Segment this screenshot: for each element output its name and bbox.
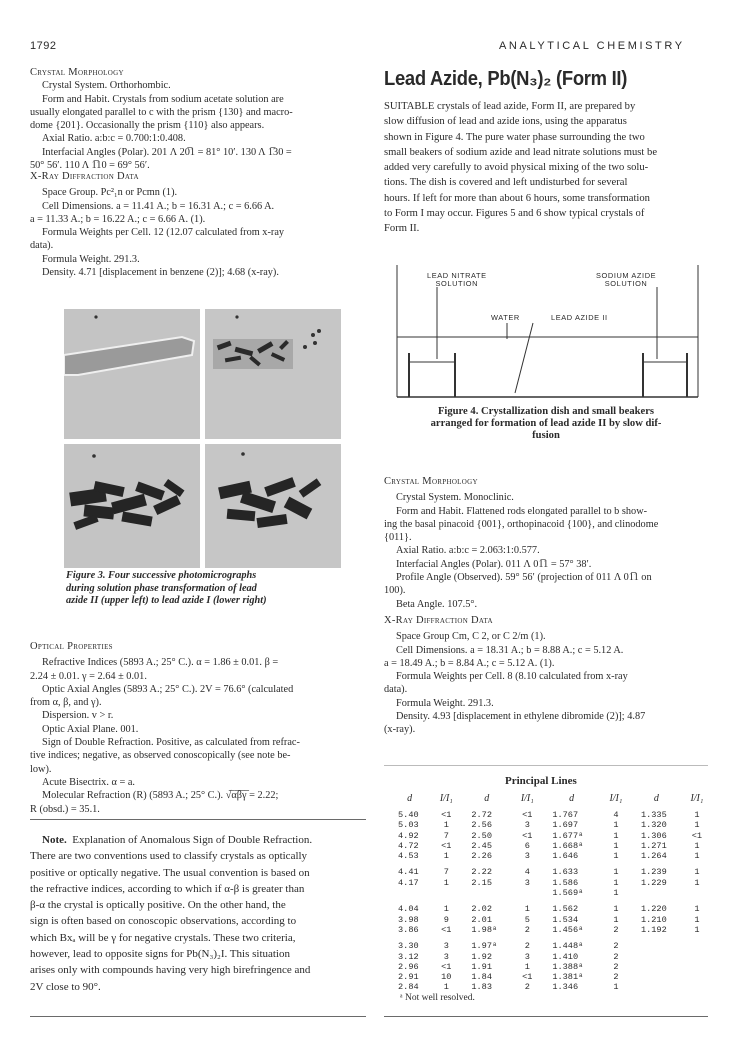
text-line: small beakers of sodium azide and lead nitrate solutions must be	[384, 146, 658, 158]
table-cell	[384, 888, 435, 898]
table-cell: 1	[613, 851, 619, 862]
text-line: Formula Weights per Cell. 8 (8.10 calculated from x-ray	[396, 671, 628, 683]
table-cell: 1	[694, 877, 700, 888]
table-cell: 2.15	[471, 877, 492, 888]
table-cell: 1	[613, 840, 619, 851]
text-line: a = 11.33 A.; b = 16.22 A.; c = 6.66 A. (1).	[30, 213, 206, 225]
figure4-caption	[384, 406, 708, 443]
text-line: dome {201}. Occasionally the prism {110} also appears.	[30, 120, 265, 132]
table-row	[384, 952, 708, 962]
text-line: Sign of Double Refraction. Positive, as calculated from refrac-	[42, 737, 300, 749]
table-cell: 1	[524, 961, 530, 972]
text-line: There are two conventions used to classify crystals as optically	[30, 850, 308, 863]
table-cell: <1	[522, 830, 533, 841]
table-cell: 2.84	[398, 982, 419, 993]
table-row	[384, 941, 708, 951]
table-cell: 2	[524, 941, 530, 952]
right-crystal-morphology	[384, 475, 710, 611]
table-cell: 2.26	[471, 851, 492, 862]
table-cell: 1	[443, 877, 449, 888]
table-cell: 5.03	[398, 820, 419, 831]
table-cell	[435, 888, 457, 898]
left-xray-data	[30, 170, 370, 279]
table-cell: 3	[524, 851, 530, 862]
table-cell: 1.448ᵃ	[552, 941, 584, 952]
table-cell	[686, 972, 708, 982]
photomicrograph-upper-right	[205, 309, 341, 439]
table-cell: 1	[694, 840, 700, 851]
table-cell: 5.40	[398, 810, 419, 820]
table-row	[384, 904, 708, 914]
table-cell: 1	[613, 877, 619, 888]
table-cell: 1	[613, 904, 619, 915]
table-cell	[627, 962, 686, 972]
note-block	[30, 832, 370, 995]
table-cell	[516, 888, 538, 898]
table-row	[384, 972, 708, 982]
text-line: Interfacial Angles (Polar). 201 Λ 20̅1 = 81° 10′. 130 Λ 1̅30 =	[42, 146, 292, 158]
table-cell: 3	[443, 951, 449, 962]
table-cell: 2	[613, 924, 619, 935]
text-line: Axial Ratio. a:b:c = 0.700:1:0.408.	[42, 133, 186, 145]
table-cell: 1.84	[471, 972, 492, 983]
table-cell: 2.45	[471, 840, 492, 851]
table-cell	[627, 888, 686, 898]
text-line: Density. 4.93 [displacement in ethylene dibromide (2)]; 4.87	[396, 711, 646, 723]
label-water: WATER	[491, 313, 520, 322]
page-number: 1792	[30, 40, 57, 52]
table-cell: 4.72	[398, 840, 419, 851]
text-line: Profile Angle (Observed). 59° 56′ (projection of 011 Λ 01̅1 on	[396, 572, 652, 584]
table-cell: 2	[613, 941, 619, 952]
table-cell: 4.53	[398, 851, 419, 862]
table-cell	[686, 952, 708, 962]
text-line: low).	[30, 763, 52, 775]
section-heading: Optical Properties	[30, 641, 113, 652]
table-cell: 2.02	[471, 904, 492, 915]
table-cell: 4.41	[398, 867, 419, 878]
table-cell: 1.97ᵃ	[471, 941, 498, 952]
text-line: β-α the crystal is optically positive. On the other hand, the	[30, 899, 286, 912]
table-cell: <1	[441, 810, 452, 820]
table-cell: 5	[524, 914, 530, 925]
text-line: however, lead to opposite signs for Pb(N₃)₂I. This situation	[30, 948, 290, 961]
table-cell: 3	[524, 820, 530, 831]
text-line: Optic Axial Angles (5893 A.; 25° C.). 2V = 76.6° (calculated	[42, 683, 294, 695]
table-cell: 3.30	[398, 941, 419, 952]
table-cell: 1	[694, 851, 700, 862]
text-line: Space Group. Pc²₁n or Pcmn (1).	[42, 187, 178, 199]
table-cell: 1	[613, 914, 619, 925]
table-cell: 4.17	[398, 877, 419, 888]
table-cell: 1	[694, 820, 700, 831]
photomicrograph-upper-left	[64, 309, 200, 439]
table-cell: 1	[694, 810, 700, 820]
text-line: Beta Angle. 107.5°.	[396, 598, 478, 610]
table-cell: 1.381ᵃ	[552, 972, 584, 983]
table-cell: 2	[613, 961, 619, 972]
table-cell: 1.264	[640, 851, 667, 862]
divider-rule	[384, 765, 708, 766]
table-cell: 1.586	[552, 877, 579, 888]
table-cell: 1	[524, 904, 530, 915]
table-row	[384, 888, 708, 898]
text-line: Crystal System. Orthorhombic.	[42, 80, 171, 92]
table-row	[384, 820, 708, 830]
column-header: d	[653, 793, 659, 804]
table-cell: 1.534	[552, 914, 579, 925]
table-cell: 1.91	[471, 961, 492, 972]
section-heading: X-Ray Diffraction Data	[384, 615, 493, 626]
table-cell	[686, 941, 708, 951]
photomicrograph-lower-right	[205, 444, 341, 568]
table-cell: 2	[613, 951, 619, 962]
text-line: Cell Dimensions. a = 11.41 A.; b = 16.31 A.; c = 6.66 A.	[42, 200, 275, 212]
table-cell: 1.335	[640, 810, 667, 820]
table-row	[384, 925, 708, 935]
table-cell: 9	[443, 914, 449, 925]
table-cell: 1.668ᵃ	[552, 840, 584, 851]
text-line: Formula Weights per Cell. 12 (12.07 calculated from x-ray	[42, 227, 285, 239]
left-optical-properties	[30, 640, 370, 816]
table-cell: 1.456ᵃ	[552, 924, 584, 935]
table-cell: 7	[443, 830, 449, 841]
table-cell: 2	[524, 924, 530, 935]
photomicrograph-lower-left	[64, 444, 200, 568]
text-line: data).	[384, 684, 408, 696]
table-cell: 2.22	[471, 867, 492, 878]
table-cell: 2.50	[471, 830, 492, 841]
table-cell: 1.677ᵃ	[552, 830, 584, 841]
text-line: from α, β, and γ).	[30, 697, 102, 709]
left-crystal-morphology	[30, 66, 370, 172]
table-cell: 1.646	[552, 851, 579, 862]
table-cell: 2.56	[471, 820, 492, 831]
table-cell: 1.229	[640, 877, 667, 888]
article-title: Lead Azide, Pb(N₃)₂ (Form II)	[384, 68, 628, 90]
table-cell: 1.239	[640, 867, 667, 878]
table-cell	[686, 962, 708, 972]
table-cell: <1	[441, 961, 452, 972]
table-cell	[627, 941, 686, 951]
table-cell: 1	[443, 851, 449, 862]
text-line: R (obsd.) = 35.1.	[30, 803, 100, 815]
table-cell: 2	[613, 972, 619, 983]
text-line: Acute Bisectrix. α = a.	[42, 776, 135, 788]
table-header-row	[384, 792, 708, 810]
caption-line: during solution phase transformation of lead	[66, 582, 257, 594]
table-cell: 3	[524, 877, 530, 888]
journal-title: ANALYTICAL CHEMISTRY	[499, 40, 685, 52]
text-line: the refractive indices, according to which if α-β is greater than	[30, 882, 305, 895]
text-line: {011}.	[384, 532, 412, 544]
text-line: Molecular Refraction (R) (5893 A.; 25° C.). √̅α̅β̅γ̅ = 2.22;	[42, 790, 279, 802]
diagram-label: SODIUM AZIDE	[596, 271, 657, 280]
table-row	[384, 841, 708, 851]
table-cell: 1	[694, 867, 700, 878]
divider-rule	[30, 1016, 366, 1017]
table-row	[384, 915, 708, 925]
table-row	[384, 878, 708, 888]
text-line: to Form I may occur. Figures 5 and 6 show typical crystals of	[384, 208, 645, 220]
table-cell: 1	[694, 924, 700, 935]
table-cell: 1.220	[640, 904, 667, 915]
text-line: Formula Weight. 291.3.	[396, 697, 494, 709]
column-header: I/I₁	[609, 793, 623, 804]
table-cell: 3.98	[398, 914, 419, 925]
table-cell: 1.98ᵃ	[471, 924, 498, 935]
table-cell: 1.210	[640, 914, 667, 925]
text-line: (x-ray).	[384, 724, 416, 736]
table-row	[384, 982, 708, 992]
table-cell: 1	[613, 830, 619, 841]
table-cell: <1	[522, 810, 533, 820]
table-cell: 1.192	[640, 924, 667, 935]
table-cell: 1.410	[552, 951, 579, 962]
section-heading: Crystal Morphology	[384, 476, 478, 487]
principal-lines-title: Principal Lines	[505, 775, 577, 787]
caption-line: fusion	[532, 430, 560, 442]
table-cell: <1	[522, 972, 533, 983]
divider-rule	[30, 819, 366, 820]
table-cell: 1	[443, 982, 449, 993]
table-cell	[627, 972, 686, 982]
table-row	[384, 851, 708, 861]
text-line: Space Group Cm, C 2, or C 2/m (1).	[396, 631, 546, 643]
table-cell: 1.83	[471, 982, 492, 993]
text-line: hours. If left for more than about 6 hours, some transformation	[384, 192, 650, 204]
table-cell: 1.306	[640, 830, 667, 841]
caption-line: Figure 4. Crystallization dish and small beakers	[437, 406, 655, 417]
text-line: sign is often based on conoscopic observations, according to	[30, 915, 297, 928]
table-cell: 1.271	[640, 840, 667, 851]
table-cell: 3	[524, 951, 530, 962]
text-line: a = 18.49 A.; b = 8.84 A.; c = 5.12 A. (1).	[384, 657, 555, 669]
column-header: d	[407, 793, 413, 804]
table-cell: 1	[694, 914, 700, 925]
table-cell: 1.767	[552, 810, 579, 820]
text-line: shown in Figure 4. The pure water phase surrounding the two	[384, 131, 645, 143]
table-cell: 1.697	[552, 820, 579, 831]
table-row	[384, 962, 708, 972]
table-cell: 4.04	[398, 904, 419, 915]
table-cell: <1	[691, 830, 703, 841]
table-cell: 1	[613, 888, 619, 899]
text-line: 2V close to 90°.	[30, 980, 101, 993]
table-row	[384, 810, 708, 820]
table-cell: 1	[613, 820, 619, 831]
text-line: Interfacial Angles (Polar). 011 Λ 01̅1 = 57° 38′.	[396, 558, 592, 570]
table-cell: 10	[441, 972, 452, 983]
text-line: Formula Weight. 291.3.	[42, 253, 140, 265]
text-line: slow diffusion of lead and azide ions, using the apparatus	[384, 116, 627, 128]
text-line: 100).	[384, 585, 406, 597]
divider-rule	[384, 1016, 708, 1017]
diagram-label: SOLUTION	[604, 279, 648, 288]
text-line: arises only with compounds having very high birefringence and	[30, 964, 311, 977]
text-line: 2.24 ± 0.01. γ = 2.64 ± 0.01.	[30, 670, 147, 682]
column-header: I/I₁	[520, 793, 534, 804]
principal-lines-table	[384, 792, 708, 993]
text-line: Form and Habit. Crystals from sodium acetate solution are	[42, 93, 284, 105]
table-cell: 1.346	[552, 982, 579, 993]
text-line: data).	[30, 240, 54, 252]
text-line: Dispersion. v > r.	[42, 710, 114, 722]
text-line: which Bxₐ will be γ for negative crystals. These two criteria,	[30, 931, 296, 944]
table-cell: 1.388ᵃ	[552, 961, 584, 972]
table-cell: 2.96	[398, 961, 419, 972]
text-line: tive indices; negative, as observed conoscopically (see note be-	[30, 750, 291, 762]
text-line: SUITABLE crystals of lead azide, Form II, are prepared by	[384, 101, 636, 112]
leader-line	[515, 323, 533, 393]
table-footnote: ᵃ Not well resolved.	[400, 993, 475, 1003]
table-cell	[457, 888, 516, 898]
table-cell: 2.72	[471, 810, 492, 820]
text-line: Cell Dimensions. a = 18.31 A.; b = 8.88 A.; c = 5.12 A.	[396, 644, 624, 656]
table-cell	[627, 982, 686, 992]
note-label: Note.	[42, 834, 67, 846]
table-cell: 1	[694, 904, 700, 915]
text-line: added very carefully to avoid physical mixing of the two solu-	[384, 162, 649, 174]
table-cell: 1	[613, 867, 619, 878]
text-line: Explanation of Anomalous Sign of Double Refraction.	[72, 834, 313, 846]
column-header: I/I₁	[690, 793, 704, 804]
table-cell: 4.92	[398, 830, 419, 841]
table-cell	[686, 888, 708, 898]
column-header: d	[484, 793, 490, 804]
table-cell	[686, 982, 708, 992]
label-lead-azide-ii: LEAD AZIDE II	[551, 313, 608, 322]
table-cell	[627, 952, 686, 962]
text-line: Form and Habit. Flattened rods elongated parallel to b show-	[396, 505, 648, 517]
caption-line: Figure 3. Four successive photomicrographs	[66, 570, 257, 581]
text-line: ing the basal pinacoid {001}, orthopinacoid {100}, and clinodome	[384, 518, 659, 530]
text-line: Form II.	[384, 223, 420, 235]
text-line: Crystal System. Monoclinic.	[396, 492, 514, 504]
text-line: Density. 4.71 [displacement in benzene (2)]; 4.68 (x-ray).	[42, 267, 279, 279]
column-header: d	[569, 793, 575, 804]
figure3-caption	[66, 570, 346, 608]
text-line: tions. The dish is covered and left undisturbed for several	[384, 177, 628, 189]
intro-paragraph	[384, 99, 708, 237]
table-cell: 7	[443, 867, 449, 878]
label-sodium-azide	[596, 272, 656, 288]
table-cell: 2.01	[471, 914, 492, 925]
table-cell: 4	[613, 810, 619, 820]
diagram-label: LEAD NITRATE	[427, 271, 487, 280]
table-cell: 1.562	[552, 904, 579, 915]
section-heading: Crystal Morphology	[30, 67, 124, 78]
table-cell: 1	[443, 904, 449, 915]
table-cell: 1.569ᵃ	[552, 888, 584, 899]
table-cell: 1.92	[471, 951, 492, 962]
text-line: Axial Ratio. a:b:c = 2.063:1:0.577.	[396, 545, 540, 557]
caption-line: azide II (upper left) to lead azide I (lower right)	[66, 595, 267, 606]
table-cell: 3.12	[398, 951, 419, 962]
table-cell: <1	[441, 924, 452, 935]
table-cell: 4	[524, 867, 530, 878]
table-cell: 1.633	[552, 867, 579, 878]
text-line: Optic Axial Plane. 001.	[42, 723, 139, 735]
column-header: I/I₁	[439, 793, 453, 804]
diagram-label: SOLUTION	[435, 279, 479, 288]
table-cell: 6	[524, 840, 530, 851]
table-cell: 3.86	[398, 924, 419, 935]
text-line: positive or optically negative. The usual convention is based on	[30, 866, 310, 879]
table-cell: 1	[613, 982, 619, 993]
table-cell: 3	[443, 941, 449, 952]
table-cell: 2	[524, 982, 530, 993]
table-cell: <1	[441, 840, 452, 851]
table-cell: 2.91	[398, 972, 419, 983]
table-row	[384, 867, 708, 877]
table-cell: 1.320	[640, 820, 667, 831]
table-row	[384, 831, 708, 841]
label-lead-nitrate	[427, 272, 487, 288]
section-heading: X-Ray Diffraction Data	[30, 171, 139, 182]
caption-line: arranged for formation of lead azide II by slow dif-	[430, 418, 662, 430]
right-xray-data	[384, 614, 710, 737]
text-line: usually elongated parallel to c with the prism {130} and macro-	[30, 106, 293, 118]
table-cell: 1	[443, 820, 449, 831]
text-line: 50° 56′. 110 Λ 1̅10 = 69° 56′.	[30, 160, 150, 172]
text-line: Refractive Indices (5893 A.; 25° C.). α = 1.86 ± 0.01. β =	[42, 657, 279, 669]
